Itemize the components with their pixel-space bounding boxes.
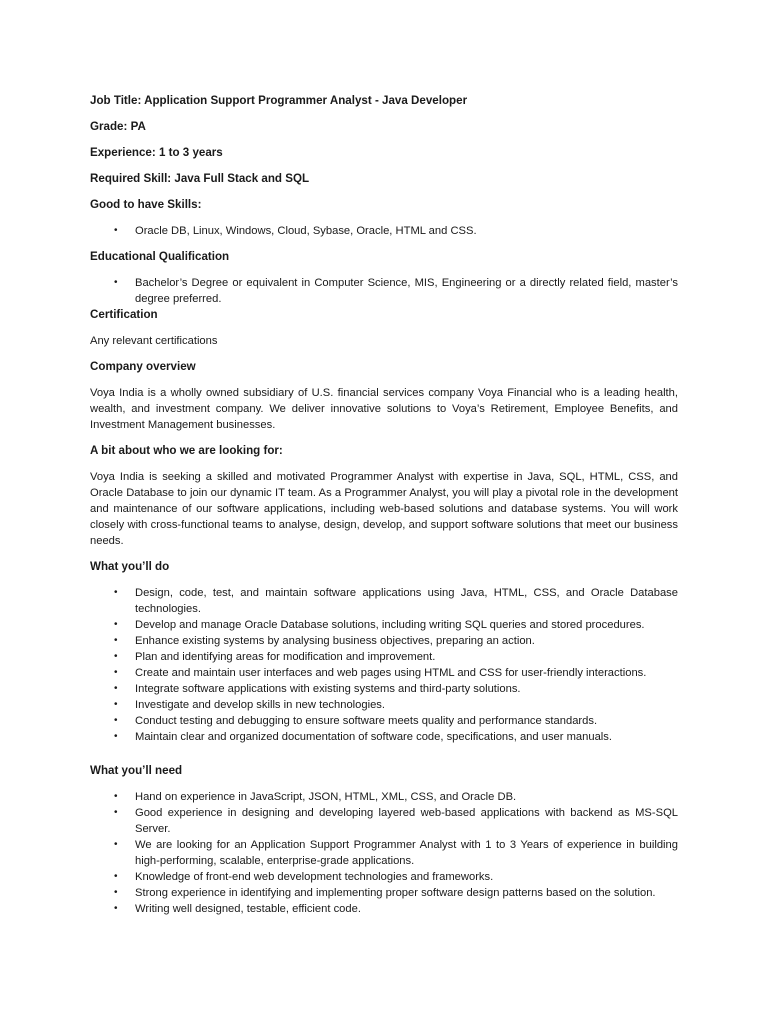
list-item-text: Knowledge of front-end web development technologies and frameworks. [135, 871, 494, 883]
document-body [90, 93, 678, 917]
list-item [90, 729, 678, 745]
bullet-icon: • [114, 731, 118, 742]
what-youll-need-list [90, 789, 678, 917]
bullet-icon: • [114, 871, 118, 882]
bullet-icon: • [114, 887, 118, 898]
bullet-icon: • [114, 667, 118, 678]
list-item-text: Hand on experience in JavaScript, JSON, HTML, XML, CSS, and Oracle DB. [135, 791, 517, 803]
bullet-icon: • [114, 651, 118, 662]
list-item-text: We are looking for an Application Support Programmer Analyst with 1 to 3 Years of experience in building high-performing, scalable, enterprise-grade applications. [135, 839, 678, 867]
list-item [90, 697, 678, 713]
what-youll-need-heading: What you’ll need [90, 764, 183, 777]
list-item-text: Maintain clear and organized documentation of software code, specifications, and user manuals. [135, 731, 612, 743]
list-item [90, 713, 678, 729]
good-to-have-heading: Good to have Skills: [90, 198, 202, 211]
list-item [90, 649, 678, 665]
list-item-text: Develop and manage Oracle Database solutions, including writing SQL queries and stored procedures. [135, 619, 645, 631]
education-heading: Educational Qualification [90, 250, 230, 263]
bullet-icon: • [114, 839, 118, 850]
list-item [90, 885, 678, 901]
required-skill: Required Skill: Java Full Stack and SQL [90, 172, 310, 185]
grade: Grade: PA [90, 120, 146, 133]
list-item [90, 805, 678, 837]
job-title: Job Title: Application Support Programmer Analyst - Java Developer [90, 94, 468, 107]
looking-for-text: Voya India is seeking a skilled and motivated Programmer Analyst with expertise in Java, SQL, HTML, CSS, and Oracle Database to join our dynamic IT team. As a Programmer Analyst, you will play a pivotal role in the development and maintenance of our software applications, including web-based solutions and database systems. You will work closely with cross-functional teams to analyse, design, develop, and support software solutions that meet our business needs. [90, 471, 678, 547]
list-item-text: Enhance existing systems by analysing business objectives, preparing an action. [135, 635, 535, 647]
list-item-text: Create and maintain user interfaces and web pages using HTML and CSS for user-friendly interactions. [135, 667, 647, 679]
list-item [90, 617, 678, 633]
bullet-icon: • [114, 791, 118, 802]
list-item-text: Writing well designed, testable, efficient code. [135, 903, 361, 915]
bullet-icon: • [114, 635, 118, 646]
bullet-icon: • [114, 699, 118, 710]
list-item [90, 837, 678, 869]
list-item [90, 681, 678, 697]
bullet-icon: • [114, 903, 118, 914]
list-item [90, 789, 678, 805]
company-overview-heading: Company overview [90, 360, 196, 373]
bullet-icon: • [114, 619, 118, 630]
list-item [90, 901, 678, 917]
list-item-text: Conduct testing and debugging to ensure software meets quality and performance standards. [135, 715, 598, 727]
list-item [90, 585, 678, 617]
list-item-text: Design, code, test, and maintain software applications using Java, HTML, CSS, and Oracle Database technologies. [135, 587, 678, 615]
bullet-icon: • [114, 715, 118, 726]
company-overview-text: Voya India is a wholly owned subsidiary of U.S. financial services company Voya Financial who is a leading health, wealth, and investment company. We deliver innovative solutions to Voya’s Retirement, Employee Benefits, and Investment Management businesses. [90, 387, 678, 431]
list-item [90, 275, 678, 307]
list-item-text: Integrate software applications with existing systems and third-party solutions. [135, 683, 521, 695]
list-item-text: Oracle DB, Linux, Windows, Cloud, Sybase, Oracle, HTML and CSS. [135, 225, 477, 237]
list-item [90, 633, 678, 649]
list-item-text: Strong experience in identifying and implementing proper software design patterns based on the solution. [135, 887, 656, 899]
list-item-text: Plan and identifying areas for modification and improvement. [135, 651, 436, 663]
good-to-have-list [90, 223, 678, 239]
bullet-icon: • [114, 807, 118, 818]
what-youll-do-list [90, 585, 678, 745]
experience: Experience: 1 to 3 years [90, 146, 223, 159]
list-item-text: Investigate and develop skills in new technologies. [135, 699, 386, 711]
list-item-text: Bachelor’s Degree or equivalent in Computer Science, MIS, Engineering or a directly related field, master’s degree preferred. [135, 277, 678, 305]
bullet-icon: • [114, 683, 118, 694]
list-item [90, 223, 678, 239]
certification-text: Any relevant certifications [90, 335, 218, 347]
certification-heading: Certification [90, 308, 158, 321]
list-item [90, 665, 678, 681]
list-item [90, 869, 678, 885]
bullet-icon: • [114, 225, 118, 236]
looking-for-heading: A bit about who we are looking for: [90, 444, 283, 457]
education-list [90, 275, 678, 307]
list-item-text: Good experience in designing and developing layered web-based applications with backend as MS-SQL Server. [135, 807, 678, 835]
bullet-icon: • [114, 277, 118, 288]
what-youll-do-heading: What you’ll do [90, 560, 170, 573]
bullet-icon: • [114, 587, 118, 598]
